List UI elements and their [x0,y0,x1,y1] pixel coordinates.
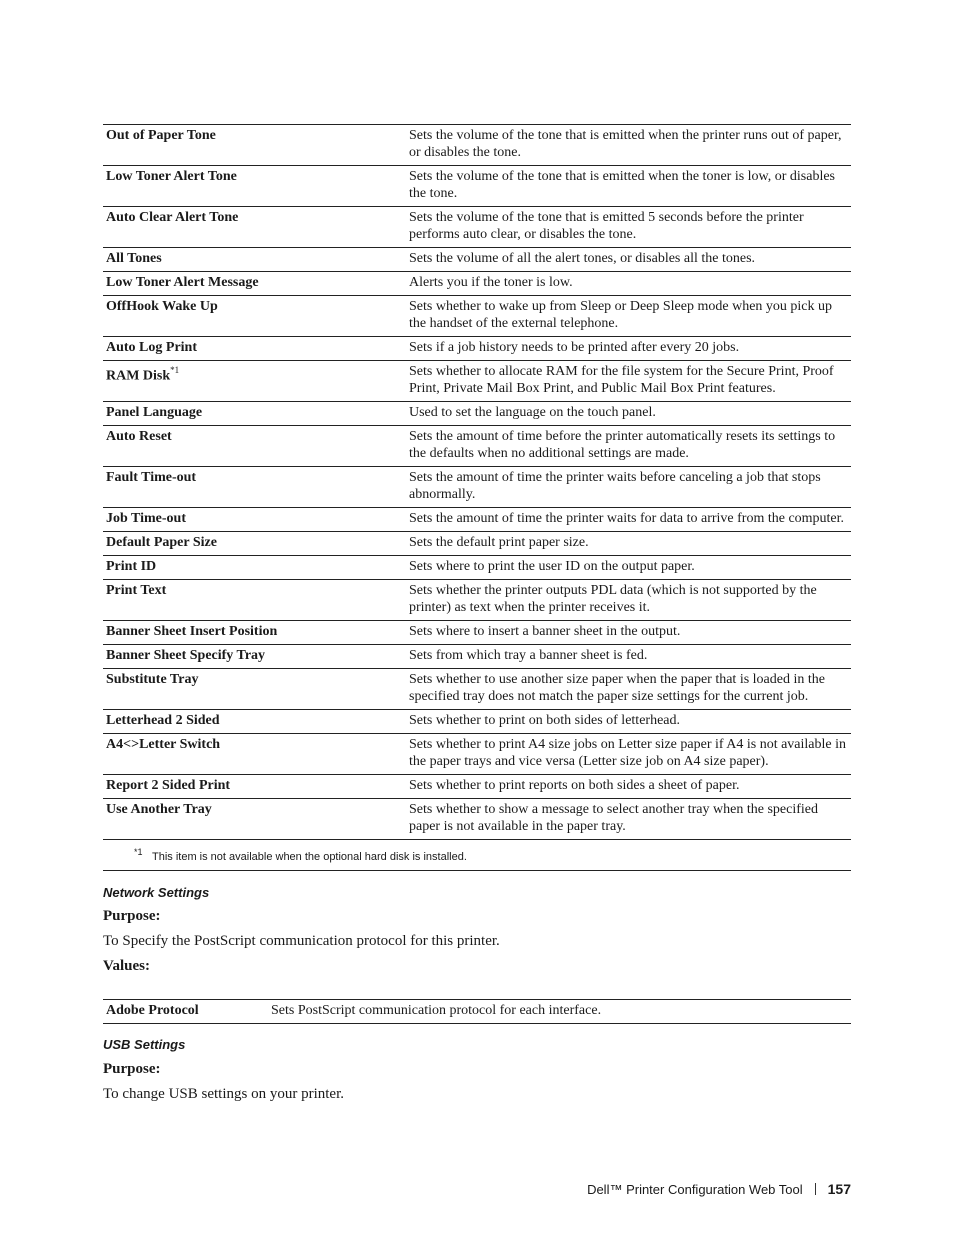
usb-purpose-text: To change USB settings on your printer. [103,1086,345,1102]
setting-description: Used to set the language on the touch panel. [406,402,851,426]
footer-divider [815,1183,816,1195]
setting-name: Banner Sheet Specify Tray [103,645,406,669]
table-row [103,272,851,296]
table-row [103,799,851,840]
footnote-reference: *1 [170,365,180,375]
setting-description: Sets if a job history needs to be printed after every 20 jobs. [406,337,851,361]
network-purpose-label: Purpose: [103,908,161,924]
table-row [103,402,851,426]
setting-name: Report 2 Sided Print [103,775,406,799]
setting-description: Sets from which tray a banner sheet is fed. [406,645,851,669]
setting-description: Alerts you if the toner is low. [406,272,851,296]
setting-name: Auto Log Print [103,337,406,361]
table-row [103,1000,851,1024]
setting-name: Banner Sheet Insert Position [103,621,406,645]
setting-name: Fault Time-out [103,467,406,508]
setting-description: Sets the volume of all the alert tones, or disables all the tones. [406,248,851,272]
usb-purpose-label: Purpose: [103,1061,161,1077]
setting-name: Panel Language [103,402,406,426]
setting-name: Adobe Protocol [103,1000,268,1024]
table-row [103,669,851,710]
table-row [103,207,851,248]
table-row [103,248,851,272]
table-footnote [103,844,851,871]
setting-name: Low Toner Alert Message [103,272,406,296]
setting-description: Sets the amount of time the printer waits for data to arrive from the computer. [406,508,851,532]
setting-description: Sets the volume of the tone that is emitted when the toner is low, or disables the tone. [406,166,851,207]
setting-name: Substitute Tray [103,669,406,710]
setting-description: Sets where to insert a banner sheet in the output. [406,621,851,645]
settings-table [103,124,851,840]
setting-description: Sets the default print paper size. [406,532,851,556]
table-row [103,361,851,402]
setting-name: All Tones [103,248,406,272]
network-purpose-text: To Specify the PostScript communication protocol for this printer. [103,933,500,949]
page-footer [587,1181,851,1197]
table-row [103,645,851,669]
usb-settings-heading: USB Settings [103,1037,186,1052]
setting-description: Sets where to print the user ID on the output paper. [406,556,851,580]
footnote-mark: *1 [134,847,143,857]
footer-title: Dell™ Printer Configuration Web Tool [587,1181,803,1197]
table-row [103,337,851,361]
setting-description: Sets the volume of the tone that is emitted 5 seconds before the printer performs auto clear, or disables the tone. [406,207,851,248]
setting-name: A4<>Letter Switch [103,734,406,775]
setting-name: Auto Clear Alert Tone [103,207,406,248]
table-row [103,125,851,166]
table-row [103,580,851,621]
table-row [103,426,851,467]
setting-description: Sets the amount of time the printer waits before canceling a job that stops abnormally. [406,467,851,508]
setting-description: Sets whether the printer outputs PDL data (which is not supported by the printer) as text when the printer receives it. [406,580,851,621]
setting-description: Sets the amount of time before the printer automatically resets its settings to the defaults when no additional settings are made. [406,426,851,467]
setting-description: Sets PostScript communication protocol for each interface. [268,1000,851,1024]
setting-name: Auto Reset [103,426,406,467]
table-row [103,621,851,645]
footnote-text: This item is not available when the optional hard disk is installed. [152,851,467,863]
setting-name: OffHook Wake Up [103,296,406,337]
setting-name: Print Text [103,580,406,621]
setting-name: Default Paper Size [103,532,406,556]
setting-description: Sets whether to wake up from Sleep or Deep Sleep mode when you pick up the handset of the external telephone. [406,296,851,337]
table-row [103,775,851,799]
table-row [103,532,851,556]
table-row [103,556,851,580]
table-row [103,508,851,532]
network-settings-heading: Network Settings [103,885,210,900]
setting-name: Out of Paper Tone [103,125,406,166]
table-row [103,710,851,734]
setting-description: Sets the volume of the tone that is emitted when the printer runs out of paper, or disables the tone. [406,125,851,166]
table-row [103,166,851,207]
setting-name: Job Time-out [103,508,406,532]
network-values-label: Values: [103,958,150,974]
setting-description: Sets whether to allocate RAM for the file system for the Secure Print, Proof Print, Private Mail Box Print, and Public Mail Box Print features. [406,361,851,402]
setting-name: Use Another Tray [103,799,406,840]
setting-description: Sets whether to print on both sides of letterhead. [406,710,851,734]
setting-description: Sets whether to print reports on both sides a sheet of paper. [406,775,851,799]
setting-description: Sets whether to show a message to select another tray when the specified paper is not available in the paper tray. [406,799,851,840]
page-number: 157 [827,1181,851,1197]
setting-name: Letterhead 2 Sided [103,710,406,734]
network-values-table [103,999,851,1024]
setting-description: Sets whether to use another size paper when the paper that is loaded in the specified tray does not match the paper size settings for the current job. [406,669,851,710]
setting-name: Low Toner Alert Tone [103,166,406,207]
table-row [103,296,851,337]
setting-description: Sets whether to print A4 size jobs on Letter size paper if A4 is not available in the paper trays and vice versa (Letter size job on A4 size paper). [406,734,851,775]
table-row [103,734,851,775]
setting-name: Print ID [103,556,406,580]
table-row [103,467,851,508]
setting-name: RAM Disk$^{*1}$ [103,361,406,402]
